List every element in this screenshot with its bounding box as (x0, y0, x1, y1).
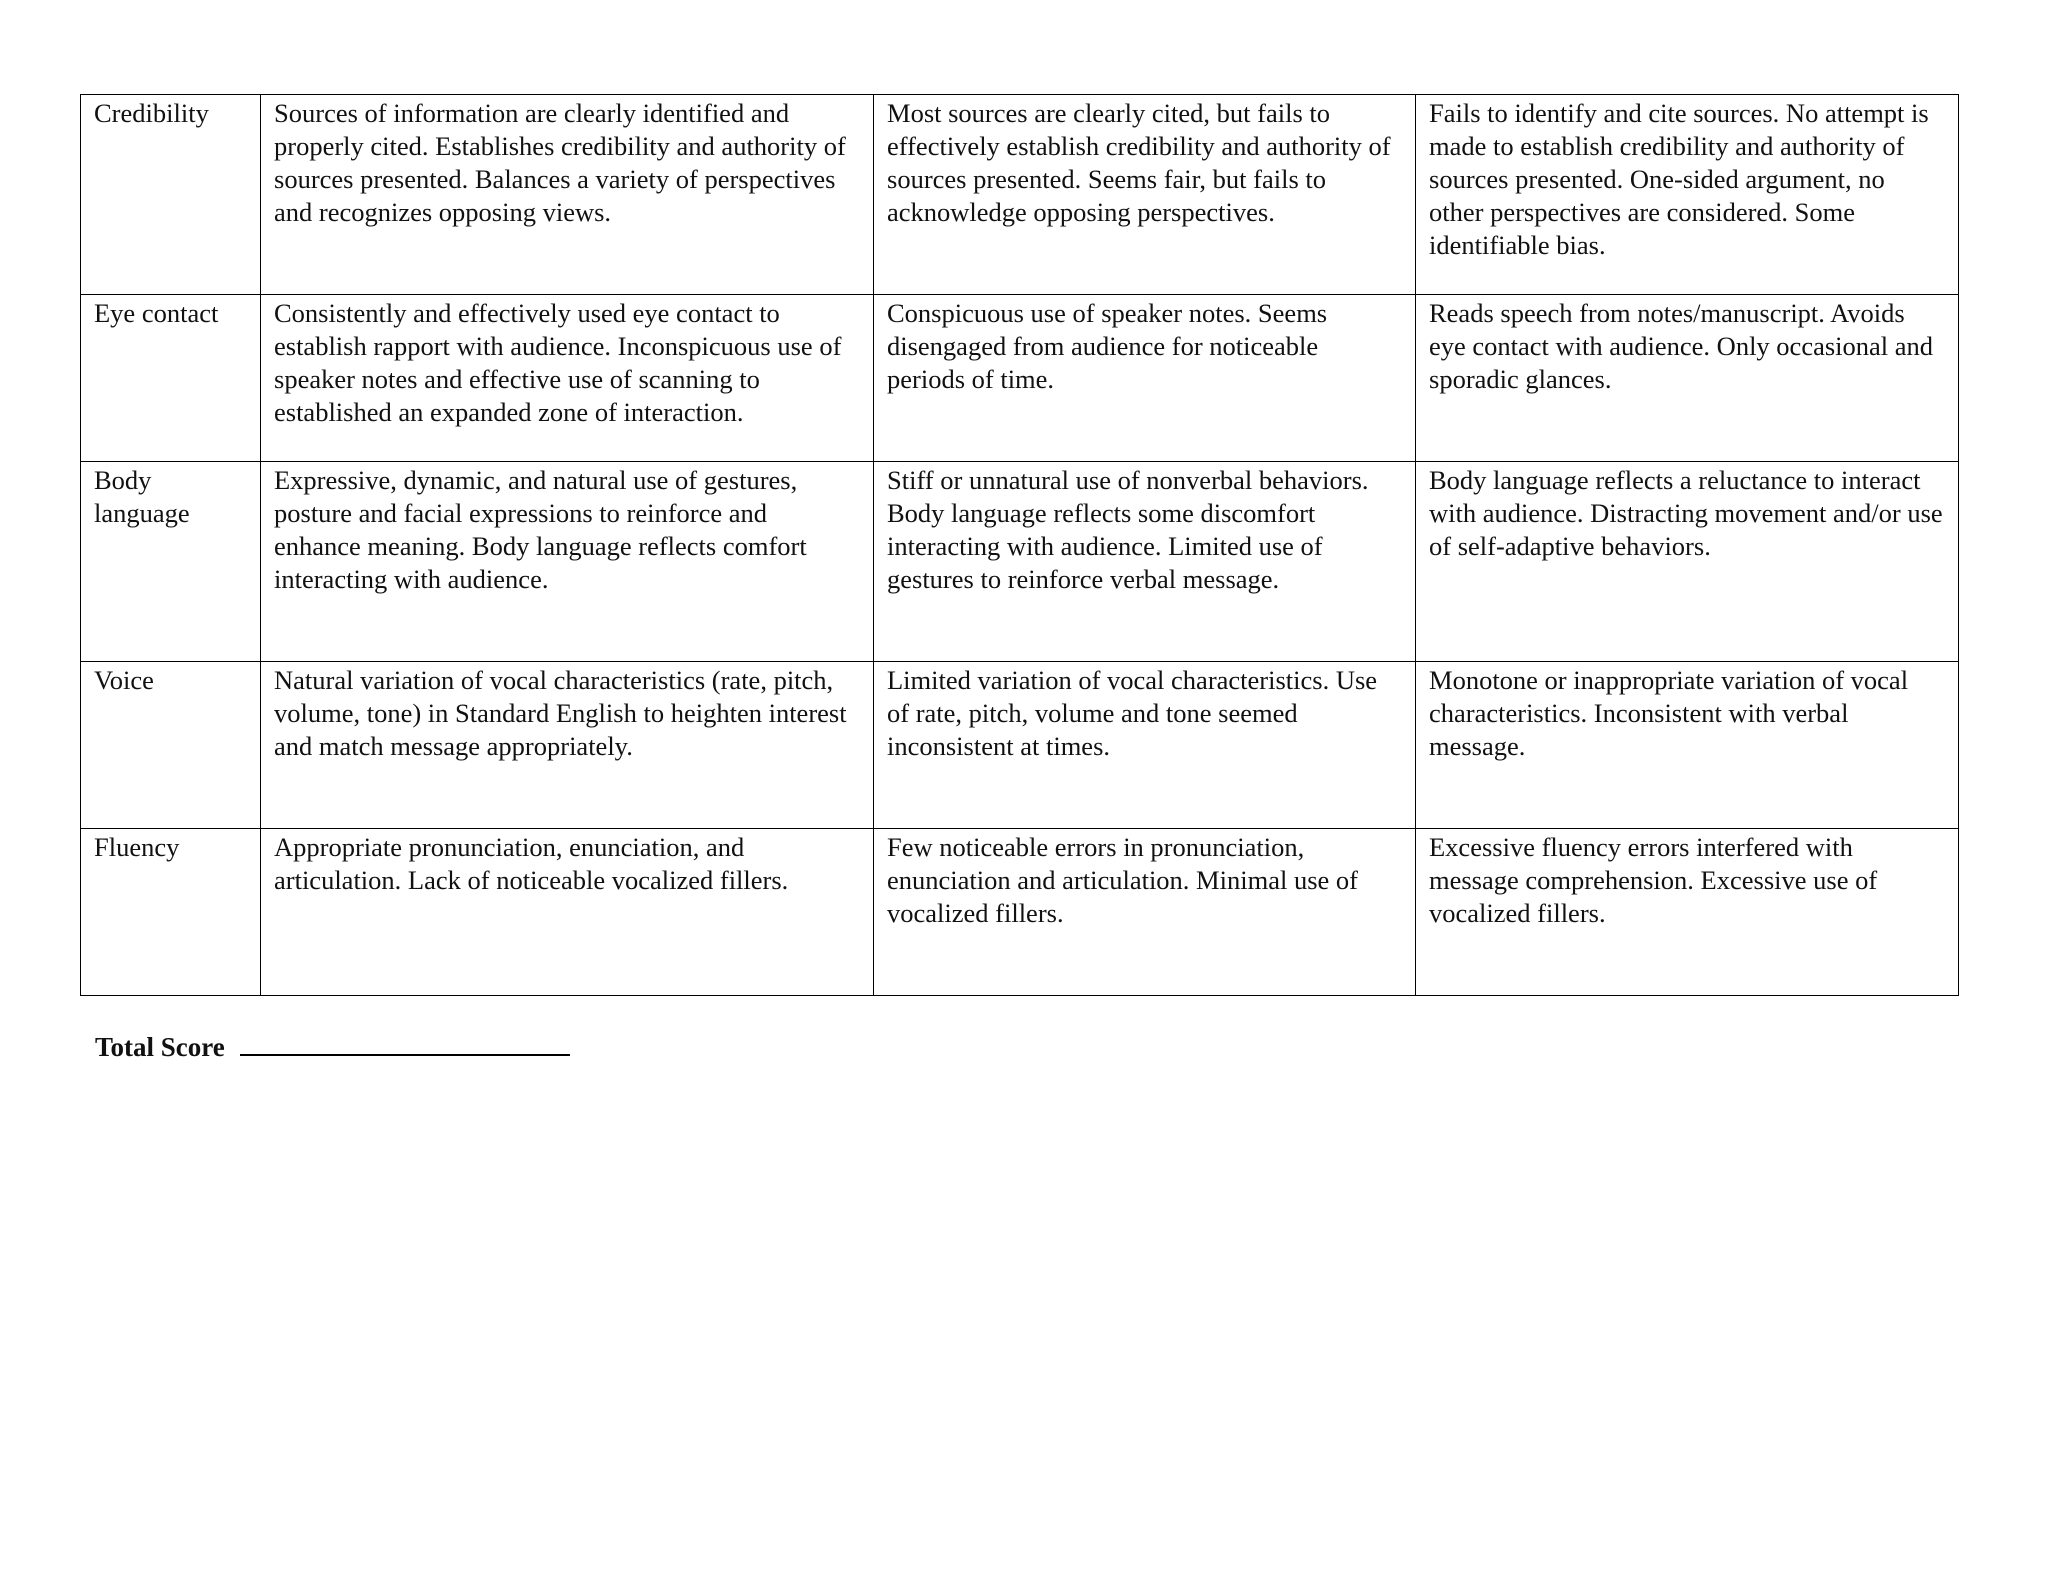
rating-cell: Limited variation of vocal characteristics. Use of rate, pitch, volume and tone seemed inconsistent at times. (874, 662, 1416, 829)
rubric-table (80, 94, 1959, 996)
rating-cell: Natural variation of vocal characteristics (rate, pitch, volume, tone) in Standard English to heighten interest and match message appropriately. (261, 662, 874, 829)
rating-cell: Consistently and effectively used eye contact to establish rapport with audience. Inconspicuous use of speaker notes and effective use of scanning to established an expanded zone of interaction. (261, 295, 874, 462)
criterion-cell: Voice (81, 662, 261, 829)
rating-cell: Few noticeable errors in pronunciation, enunciation and articulation. Minimal use of vocalized fillers. (874, 829, 1416, 996)
total-score-label: Total Score (95, 1032, 225, 1062)
rubric-row-credibility (81, 95, 1959, 295)
criterion-cell: Eye contact (81, 295, 261, 462)
rating-cell: Most sources are clearly cited, but fails to effectively establish credibility and authority of sources presented. Seems fair, but fails to acknowledge opposing perspectives. (874, 95, 1416, 295)
rating-cell: Body language reflects a reluctance to interact with audience. Distracting movement and/or use of self-adaptive behaviors. (1416, 462, 1959, 662)
criterion-cell: Body language (81, 462, 261, 662)
rubric-row-eye-contact (81, 295, 1959, 462)
rubric-row-body-language (81, 462, 1959, 662)
rating-cell: Stiff or unnatural use of nonverbal behaviors. Body language reflects some discomfort interacting with audience. Limited use of gestures to reinforce verbal message. (874, 462, 1416, 662)
rating-cell: Fails to identify and cite sources. No attempt is made to establish credibility and authority of sources presented. One-sided argument, no other perspectives are considered. Some identifiable bias. (1416, 95, 1959, 295)
criterion-cell: Credibility (81, 95, 261, 295)
rating-cell: Conspicuous use of speaker notes. Seems disengaged from audience for noticeable periods of time. (874, 295, 1416, 462)
rating-cell: Sources of information are clearly identified and properly cited. Establishes credibility and authority of sources presented. Balances a variety of perspectives and recognizes opposing views. (261, 95, 874, 295)
total-score (95, 1030, 570, 1064)
rubric-row-voice (81, 662, 1959, 829)
criterion-cell: Fluency (81, 829, 261, 996)
rating-cell: Reads speech from notes/manuscript. Avoids eye contact with audience. Only occasional and sporadic glances. (1416, 295, 1959, 462)
rating-cell: Expressive, dynamic, and natural use of gestures, posture and facial expressions to reinforce and enhance meaning. Body language reflects comfort interacting with audience. (261, 462, 874, 662)
rating-cell: Excessive fluency errors interfered with message comprehension. Excessive use of vocalized fillers. (1416, 829, 1959, 996)
total-score-blank-line (240, 1030, 570, 1056)
rubric-row-fluency (81, 829, 1959, 996)
rating-cell: Appropriate pronunciation, enunciation, and articulation. Lack of noticeable vocalized fillers. (261, 829, 874, 996)
rating-cell: Monotone or inappropriate variation of vocal characteristics. Inconsistent with verbal message. (1416, 662, 1959, 829)
